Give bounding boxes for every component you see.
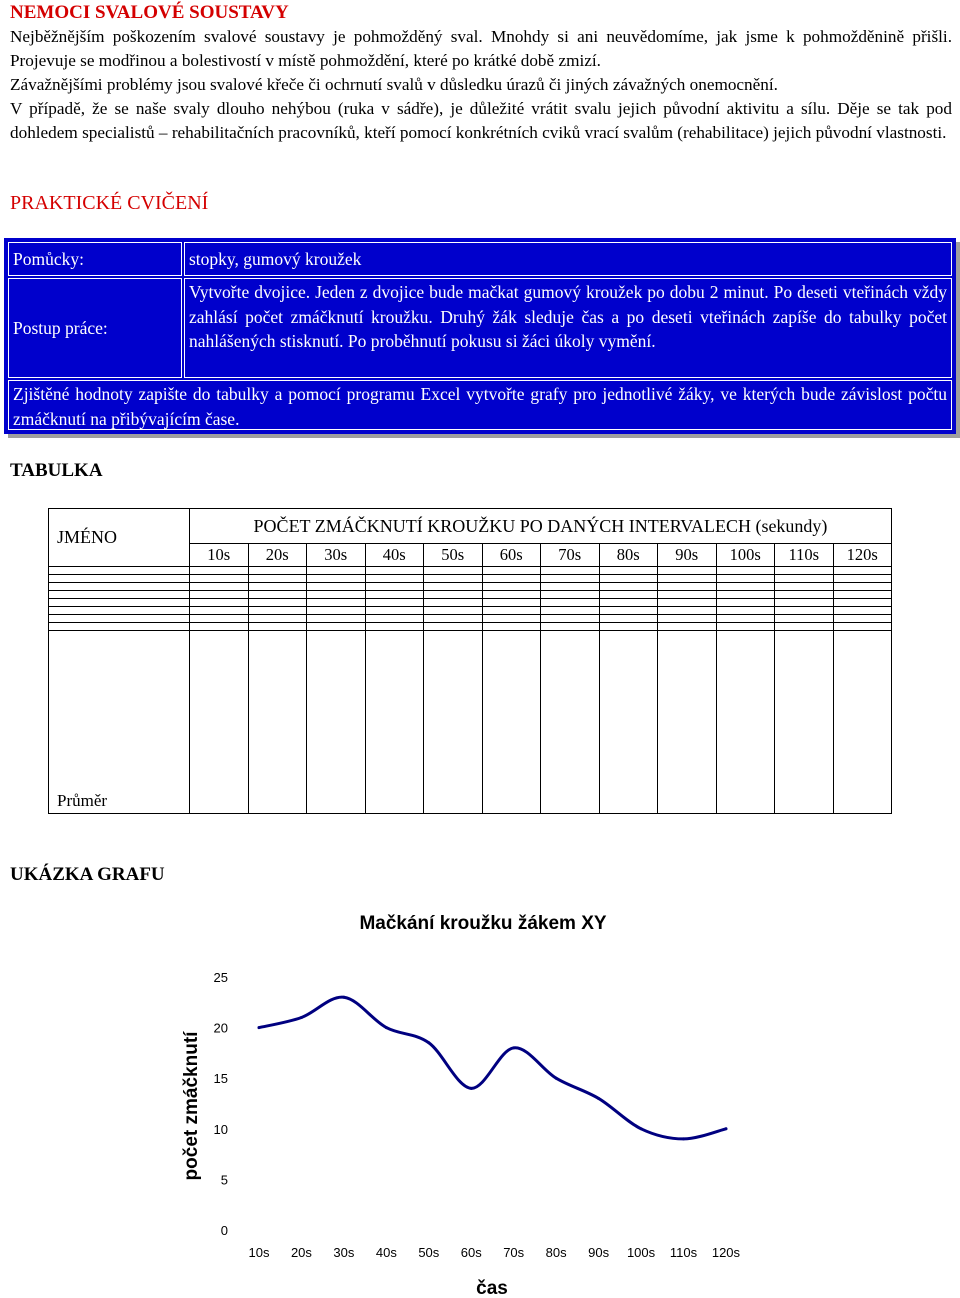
average-label: Průměr: [49, 630, 190, 813]
name-cell[interactable]: [49, 590, 190, 598]
count-cell[interactable]: [716, 582, 775, 590]
practical-heading: PRAKTICKÉ CVIČENÍ: [10, 192, 209, 214]
count-cell[interactable]: [248, 622, 307, 630]
average-cell[interactable]: [307, 630, 366, 813]
y-tick-label: 20: [213, 1020, 228, 1036]
count-cell[interactable]: [424, 590, 483, 598]
average-cell[interactable]: [248, 630, 307, 813]
count-cell[interactable]: [190, 567, 249, 575]
data-point: [555, 1077, 558, 1080]
count-cell[interactable]: [716, 614, 775, 622]
data-point: [597, 1097, 600, 1100]
intro-text: [10, 25, 952, 145]
count-cell[interactable]: [599, 606, 658, 614]
count-cell[interactable]: [365, 614, 424, 622]
count-cell[interactable]: [365, 567, 424, 575]
data-point: [342, 996, 345, 999]
name-cell[interactable]: [49, 614, 190, 622]
x-tick-label: 90s: [588, 1245, 610, 1260]
count-cell[interactable]: [307, 598, 366, 606]
count-cell[interactable]: [482, 614, 541, 622]
count-cell[interactable]: [248, 590, 307, 598]
count-cell[interactable]: [599, 614, 658, 622]
interval-header: 90s: [658, 544, 717, 567]
count-cell[interactable]: [482, 574, 541, 582]
x-tick-label: 10s: [248, 1245, 270, 1260]
average-cell[interactable]: [541, 630, 600, 813]
count-cell[interactable]: [365, 622, 424, 630]
count-cell[interactable]: [658, 598, 717, 606]
count-cell[interactable]: [190, 606, 249, 614]
count-cell[interactable]: [599, 598, 658, 606]
y-axis-label: počet zmáčknutí: [181, 1031, 202, 1181]
x-tick-label: 30s: [333, 1245, 355, 1260]
x-tick-label: 40s: [375, 1245, 397, 1260]
x-tick-label: 70s: [503, 1245, 525, 1260]
count-column-header: POČET ZMÁČKNUTÍ KROUŽKU PO DANÝCH INTERVALECH (sekundy): [190, 509, 892, 544]
x-tick-label: 50s: [418, 1245, 440, 1260]
x-tick-label: 100s: [626, 1245, 656, 1260]
interval-header: 60s: [482, 544, 541, 567]
count-cell[interactable]: [424, 598, 483, 606]
page-title: NEMOCI SVALOVÉ SOUSTAVY: [10, 2, 289, 23]
count-cell[interactable]: [365, 582, 424, 590]
data-point: [682, 1137, 685, 1140]
line-chart: [0, 900, 960, 1298]
count-cell[interactable]: [365, 598, 424, 606]
average-cell[interactable]: [833, 630, 892, 813]
x-tick-label: 80s: [545, 1245, 567, 1260]
count-cell[interactable]: [833, 590, 892, 598]
interval-header: 20s: [248, 544, 307, 567]
name-column-header: JMÉNO: [49, 509, 190, 567]
count-cell[interactable]: [599, 574, 658, 582]
count-cell[interactable]: [599, 622, 658, 630]
count-cell[interactable]: [482, 582, 541, 590]
table-row: [49, 622, 892, 630]
intro-paragraph: Nejběžnějším poškozením svalové soustavy je pohmožděný sval. Mnohdy si ani neuvědomíme, jak jsme k pohmožděnině přišli. Projevuje se modřinou a bolestivostí v místě pohmoždění, které po krátké době zmizí.: [10, 27, 952, 70]
count-cell[interactable]: [658, 614, 717, 622]
series-line: [259, 997, 726, 1139]
y-tick-label: 10: [213, 1121, 228, 1137]
table-row: [49, 590, 892, 598]
count-cell[interactable]: [775, 590, 834, 598]
interval-header: 110s: [775, 544, 834, 567]
table-header-row: [49, 509, 892, 544]
interval-header: 10s: [190, 544, 249, 567]
table-row: [49, 598, 892, 606]
chart-heading: UKÁZKA GRAFU: [10, 864, 165, 885]
data-point: [300, 1016, 303, 1019]
count-cell[interactable]: [658, 567, 717, 575]
y-tick-label: 5: [220, 1172, 228, 1188]
count-cell[interactable]: [658, 606, 717, 614]
x-tick-label: 20s: [290, 1245, 312, 1260]
count-cell[interactable]: [716, 574, 775, 582]
count-cell[interactable]: [248, 567, 307, 575]
count-cell[interactable]: [599, 582, 658, 590]
interval-header: 100s: [716, 544, 775, 567]
count-cell[interactable]: [248, 606, 307, 614]
count-cell[interactable]: [541, 567, 600, 575]
average-row: [49, 630, 892, 813]
x-tick-label: 110s: [669, 1245, 698, 1260]
average-cell[interactable]: [482, 630, 541, 813]
name-cell[interactable]: [49, 622, 190, 630]
count-cell[interactable]: [365, 574, 424, 582]
count-cell[interactable]: [424, 567, 483, 575]
y-tick-label: 0: [220, 1223, 228, 1238]
count-cell[interactable]: [775, 614, 834, 622]
count-cell[interactable]: [365, 590, 424, 598]
count-cell[interactable]: [424, 614, 483, 622]
tools-label: Pomůcky:: [8, 242, 182, 276]
count-cell[interactable]: [307, 606, 366, 614]
count-cell[interactable]: [541, 606, 600, 614]
interval-header: 120s: [833, 544, 892, 567]
y-tick-label: 25: [213, 970, 228, 985]
x-tick-label: 60s: [460, 1245, 482, 1260]
count-cell[interactable]: [482, 590, 541, 598]
count-cell[interactable]: [658, 622, 717, 630]
count-cell[interactable]: [716, 590, 775, 598]
count-cell[interactable]: [658, 582, 717, 590]
average-cell[interactable]: [424, 630, 483, 813]
count-cell[interactable]: [307, 622, 366, 630]
count-cell[interactable]: [775, 598, 834, 606]
count-cell[interactable]: [365, 606, 424, 614]
intro-paragraph: V případě, že se naše svaly dlouho nehýbou (ruka v sádře), je důležité vrátit svalu jejich původní aktivitu a sílu. Děje se tak pod dohledem specialistů – rehabilitačních pracovníků, kteří pomocí konkrétních cviků vrací svalům (rehabilitace) jejich původní vlastnosti.: [10, 99, 952, 142]
count-cell[interactable]: [248, 574, 307, 582]
data-point: [470, 1087, 473, 1090]
count-cell[interactable]: [716, 622, 775, 630]
average-cell[interactable]: [365, 630, 424, 813]
count-cell[interactable]: [833, 598, 892, 606]
average-cell[interactable]: [190, 630, 249, 813]
count-cell[interactable]: [775, 574, 834, 582]
tools-value: stopky, gumový kroužek: [184, 242, 952, 276]
count-cell[interactable]: [716, 598, 775, 606]
count-cell[interactable]: [775, 567, 834, 575]
x-tick-label: 120s: [711, 1245, 741, 1260]
count-cell[interactable]: [541, 598, 600, 606]
count-cell[interactable]: [248, 582, 307, 590]
count-cell[interactable]: [833, 614, 892, 622]
count-cell[interactable]: [775, 582, 834, 590]
data-point: [512, 1046, 515, 1049]
task-text: Zjištěné hodnoty zapište do tabulky a pomocí programu Excel vytvořte grafy pro jednotlivé žáky, ve kterých bude závislost počtu zmáčknutí na přibývajícím čase.: [8, 380, 952, 430]
count-cell[interactable]: [307, 614, 366, 622]
count-cell[interactable]: [658, 590, 717, 598]
name-cell[interactable]: [49, 574, 190, 582]
table-row: [49, 606, 892, 614]
procedure-value: Vytvořte dvojice. Jeden z dvojice bude mačkat gumový kroužek po dobu 2 minut. Po deseti vteřinách vždy zahlásí počet zmáčknutí kroužku. Druhý žák sleduje čas a po deseti vteřinách zapíše do tabulky počet nahlášených stisknutí. Po proběhnutí pokusu si žáci úkoly vymění.: [184, 278, 952, 378]
name-cell[interactable]: [49, 598, 190, 606]
intro-paragraph: Závažnějšími problémy jsou svalové křeče či ochrnutí svalů v důsledku úrazů či jiných závažných onemocnění.: [10, 75, 778, 94]
count-cell[interactable]: [833, 622, 892, 630]
interval-header: 50s: [424, 544, 483, 567]
table-row: [49, 567, 892, 575]
average-cell[interactable]: [775, 630, 834, 813]
count-cell[interactable]: [307, 574, 366, 582]
count-cell[interactable]: [658, 574, 717, 582]
procedure-label: Postup práce:: [8, 278, 182, 378]
instructions-box: [4, 238, 956, 434]
count-cell[interactable]: [541, 614, 600, 622]
count-cell[interactable]: [482, 567, 541, 575]
name-cell[interactable]: [49, 567, 190, 575]
count-cell[interactable]: [833, 574, 892, 582]
count-cell[interactable]: [541, 574, 600, 582]
count-cell[interactable]: [716, 567, 775, 575]
count-cell[interactable]: [833, 567, 892, 575]
data-point: [427, 1041, 430, 1044]
table-heading: TABULKA: [10, 460, 103, 481]
count-cell[interactable]: [190, 574, 249, 582]
x-axis-label: čas: [476, 1278, 508, 1298]
count-cell[interactable]: [190, 614, 249, 622]
average-cell[interactable]: [716, 630, 775, 813]
count-cell[interactable]: [541, 582, 600, 590]
count-cell[interactable]: [541, 622, 600, 630]
count-cell[interactable]: [424, 606, 483, 614]
count-cell[interactable]: [424, 574, 483, 582]
count-cell[interactable]: [833, 582, 892, 590]
count-cell[interactable]: [599, 567, 658, 575]
interval-header: 40s: [365, 544, 424, 567]
count-cell[interactable]: [307, 567, 366, 575]
data-point: [640, 1127, 643, 1130]
interval-header: 70s: [541, 544, 600, 567]
chart-title: Mačkání kroužku žákem XY: [359, 913, 607, 934]
count-cell[interactable]: [482, 622, 541, 630]
count-cell[interactable]: [307, 590, 366, 598]
table-row: [49, 614, 892, 622]
table-row: [49, 582, 892, 590]
count-cell[interactable]: [482, 598, 541, 606]
count-cell[interactable]: [541, 590, 600, 598]
count-cell[interactable]: [248, 614, 307, 622]
count-cell[interactable]: [190, 582, 249, 590]
count-cell[interactable]: [424, 622, 483, 630]
average-cell[interactable]: [599, 630, 658, 813]
interval-header: 30s: [307, 544, 366, 567]
count-cell[interactable]: [307, 582, 366, 590]
table-row: [49, 574, 892, 582]
data-point: [258, 1026, 261, 1029]
count-cell[interactable]: [482, 606, 541, 614]
count-cell[interactable]: [833, 606, 892, 614]
name-cell[interactable]: [49, 606, 190, 614]
count-cell[interactable]: [248, 598, 307, 606]
data-table: [48, 508, 892, 814]
interval-header: 80s: [599, 544, 658, 567]
data-point: [724, 1127, 727, 1130]
y-tick-label: 15: [213, 1071, 228, 1087]
name-cell[interactable]: [49, 582, 190, 590]
data-point: [385, 1026, 388, 1029]
count-cell[interactable]: [775, 622, 834, 630]
count-cell[interactable]: [775, 606, 834, 614]
count-cell[interactable]: [190, 598, 249, 606]
count-cell[interactable]: [190, 590, 249, 598]
count-cell[interactable]: [190, 622, 249, 630]
average-cell[interactable]: [658, 630, 717, 813]
count-cell[interactable]: [424, 582, 483, 590]
count-cell[interactable]: [716, 606, 775, 614]
count-cell[interactable]: [599, 590, 658, 598]
